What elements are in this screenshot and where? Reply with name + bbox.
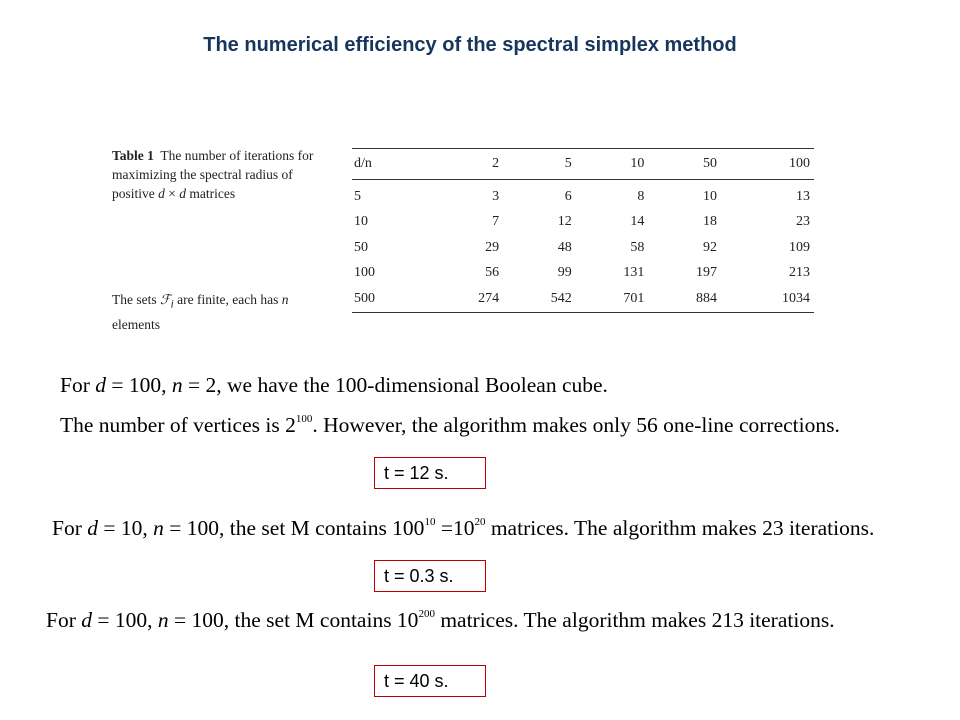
table-caption [112, 146, 337, 203]
line4-n: n [157, 608, 169, 632]
line1-text-1: For [60, 373, 96, 397]
slide-title: The numerical efficiency of the spectral simplex method [203, 34, 737, 56]
note-text-1: The sets [112, 292, 160, 307]
line3-exponent-1: 10 [424, 516, 436, 528]
line3-exponent-2: 20 [474, 516, 486, 528]
table-cell: 701 [623, 290, 645, 306]
caption-text-2: matrices [186, 186, 236, 201]
header-cell: 2 [492, 156, 500, 171]
line1-n: n [171, 373, 183, 397]
table-row [352, 261, 814, 287]
caption-times: × [168, 186, 176, 201]
table-cell: 12 [557, 214, 572, 230]
note-n: n [281, 292, 289, 307]
table-cell: 274 [478, 290, 500, 306]
table-cell: 56 [485, 265, 500, 281]
line4-text-4: matrices. The algorithm makes 213 iterations. [434, 608, 835, 632]
table-cell: 99 [557, 265, 572, 281]
time-box-2: t = 0.3 s. [374, 560, 486, 592]
caption-d-2: d [179, 186, 186, 201]
line3-n: n [153, 516, 164, 540]
table-header-row [352, 149, 814, 180]
table-label: Table 1 [112, 148, 154, 163]
table-cell: 542 [550, 290, 572, 306]
line3-d: d [87, 516, 98, 540]
table-row [352, 235, 814, 261]
line1-text-3: = 2, we have the 100-dimensional Boolean cube. [182, 373, 608, 397]
table-row [352, 210, 814, 236]
time-box-1: t = 12 s. [374, 457, 486, 489]
line3-text-4: =10 [435, 516, 475, 540]
table-cell: 131 [623, 265, 645, 281]
header-cell: 10 [630, 156, 645, 171]
line3-text-5: matrices. The algorithm makes 23 iterations. [485, 516, 875, 540]
table-cell: 13 [796, 188, 810, 204]
table-cell: 197 [696, 265, 717, 281]
iterations-table [352, 148, 814, 313]
line4-exponent: 200 [418, 608, 435, 620]
table-cell: 7 [492, 214, 500, 230]
line4-d: d [81, 608, 92, 632]
table-cell: 10 [354, 214, 368, 230]
table-cell: 50 [354, 239, 368, 255]
table-cell: 109 [789, 239, 810, 255]
matrices-statement-2 [46, 608, 835, 633]
line2-exponent: 100 [295, 413, 313, 425]
set-subscript: i [170, 298, 174, 311]
table-cell: 48 [557, 239, 572, 255]
vertices-statement [60, 413, 840, 438]
header-cell: d/n [354, 156, 372, 171]
line3-text-3: = 100, the set M contains 100 [163, 516, 425, 540]
line4-text-2: = 100, [92, 608, 158, 632]
line1-d: d [95, 373, 106, 397]
line3-text-1: For [52, 516, 88, 540]
table-cell: 100 [354, 265, 375, 281]
table-caption-note [112, 290, 337, 334]
table-cell: 8 [637, 188, 645, 204]
table-cell: 5 [354, 188, 361, 204]
line1-text-2: = 100, [106, 373, 172, 397]
set-symbol: ℱ [160, 292, 171, 308]
table-cell: 58 [630, 239, 645, 255]
header-cell: 5 [564, 156, 572, 171]
table-cell: 23 [796, 214, 810, 230]
table-cell: 18 [703, 214, 717, 230]
caption-text-1: The number of iterations for maximizing the spectral radius of positive [112, 148, 314, 201]
table-cell: 10 [703, 188, 717, 204]
table-cell: 3 [492, 188, 500, 204]
table-cell: 6 [564, 188, 572, 204]
time-box-3: t = 40 s. [374, 665, 486, 697]
table-cell: 1034 [782, 290, 810, 306]
table-cell: 213 [789, 265, 810, 281]
table-cell: 500 [354, 290, 375, 306]
line3-text-2: = 10, [98, 516, 154, 540]
note-text-3: elements [112, 316, 160, 332]
line2-text-2: . However, the algorithm makes only 56 one-line corrections. [312, 413, 840, 437]
table-cell: 29 [485, 239, 500, 255]
table-cell: 884 [696, 290, 717, 306]
caption-d: d [158, 186, 165, 201]
table-cell: 92 [703, 239, 717, 255]
boolean-cube-statement [60, 373, 608, 398]
header-cell: 100 [789, 156, 810, 171]
table-row [352, 180, 814, 210]
matrices-statement-1 [52, 516, 874, 541]
line4-text-3: = 100, the set M contains 10 [168, 608, 419, 632]
header-cell: 50 [703, 156, 717, 171]
note-text-2: are finite, each has [173, 292, 282, 307]
line2-text-1: The number of vertices is 2 [60, 413, 296, 437]
table-row [352, 286, 814, 312]
table-cell: 14 [630, 214, 645, 230]
line4-text-1: For [46, 608, 82, 632]
